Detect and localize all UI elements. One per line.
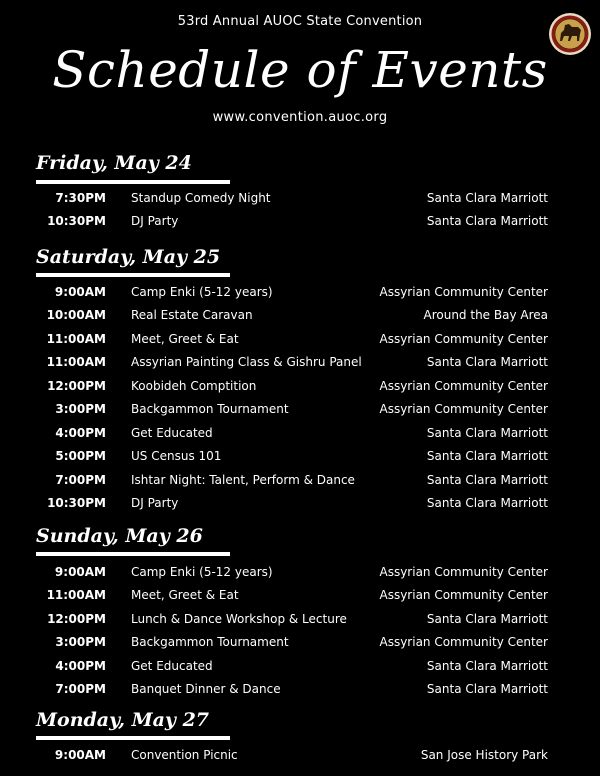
event-name: Get Educated <box>131 426 213 440</box>
event-venue: Santa Clara Marriott <box>426 449 548 463</box>
divider <box>36 552 230 556</box>
event-row <box>0 305 600 325</box>
event-name: US Census 101 <box>131 449 222 463</box>
event-row <box>0 423 600 443</box>
event-name: DJ Party <box>131 496 179 510</box>
event-time: 5:00PM <box>55 449 106 463</box>
event-time: 12:00PM <box>47 612 106 626</box>
event-venue: Assyrian Community Center <box>379 635 548 649</box>
day-heading-saturday: Saturday, May 25 <box>36 246 221 268</box>
event-name: Real Estate Caravan <box>131 308 253 322</box>
event-row <box>0 745 600 765</box>
divider <box>36 736 230 740</box>
event-name: Meet, Greet & Eat <box>131 588 239 602</box>
divider <box>36 273 230 277</box>
event-row <box>0 376 600 396</box>
divider <box>36 180 230 184</box>
event-venue: Santa Clara Marriott <box>426 214 548 228</box>
event-venue: Santa Clara Marriott <box>426 426 548 440</box>
event-time: 10:30PM <box>47 214 106 228</box>
event-time: 7:00PM <box>55 473 106 487</box>
day-heading-friday: Friday, May 24 <box>36 152 192 174</box>
event-name: Backgammon Tournament <box>131 635 289 649</box>
event-row <box>0 470 600 490</box>
event-venue: Assyrian Community Center <box>379 285 548 299</box>
event-time: 3:00PM <box>55 402 106 416</box>
event-name: Banquet Dinner & Dance <box>131 682 281 696</box>
event-name: Camp Enki (5-12 years) <box>131 565 273 579</box>
event-name: Backgammon Tournament <box>131 402 289 416</box>
event-row <box>0 211 600 231</box>
event-time: 9:00AM <box>54 565 106 579</box>
event-venue: Assyrian Community Center <box>379 565 548 579</box>
event-time: 7:00PM <box>55 682 106 696</box>
event-row <box>0 493 600 513</box>
page-title: Schedule of Events <box>52 41 548 99</box>
convention-subtitle: 53rd Annual AUOC State Convention <box>177 14 423 29</box>
event-venue: Santa Clara Marriott <box>426 191 548 205</box>
event-row <box>0 632 600 652</box>
event-row <box>0 609 600 629</box>
event-row <box>0 562 600 582</box>
event-venue: Santa Clara Marriott <box>426 473 548 487</box>
event-venue: Santa Clara Marriott <box>426 682 548 696</box>
lamassu-seal-icon <box>548 12 592 56</box>
event-time: 11:00AM <box>46 355 106 369</box>
event-row <box>0 656 600 676</box>
event-venue: Assyrian Community Center <box>379 332 548 346</box>
event-time: 11:00AM <box>46 588 106 602</box>
event-venue: San Jose History Park <box>420 748 548 762</box>
event-row <box>0 399 600 419</box>
event-row <box>0 329 600 349</box>
event-time: 7:30PM <box>55 191 106 205</box>
event-name: Koobideh Comptition <box>131 379 257 393</box>
event-time: 3:00PM <box>55 635 106 649</box>
day-heading-monday: Monday, May 27 <box>36 709 210 731</box>
event-time: 4:00PM <box>55 426 106 440</box>
event-venue: Santa Clara Marriott <box>426 612 548 626</box>
event-venue: Assyrian Community Center <box>379 402 548 416</box>
event-venue: Assyrian Community Center <box>379 379 548 393</box>
event-name: Meet, Greet & Eat <box>131 332 239 346</box>
event-name: DJ Party <box>131 214 179 228</box>
event-name: Assyrian Painting Class & Gishru Panel <box>131 355 362 369</box>
event-time: 10:00AM <box>46 308 106 322</box>
event-time: 4:00PM <box>55 659 106 673</box>
event-venue: Santa Clara Marriott <box>426 355 548 369</box>
event-venue: Santa Clara Marriott <box>426 496 548 510</box>
event-venue: Around the Bay Area <box>423 308 548 322</box>
event-name: Get Educated <box>131 659 213 673</box>
event-row <box>0 282 600 302</box>
day-heading-sunday: Sunday, May 26 <box>36 525 203 547</box>
event-row <box>0 585 600 605</box>
event-row <box>0 446 600 466</box>
event-time: 11:00AM <box>46 332 106 346</box>
event-venue: Santa Clara Marriott <box>426 659 548 673</box>
event-time: 12:00PM <box>47 379 106 393</box>
event-name: Standup Comedy Night <box>131 191 271 205</box>
website-url[interactable]: www.convention.auoc.org <box>212 110 388 125</box>
event-name: Lunch & Dance Workshop & Lecture <box>131 612 347 626</box>
event-row <box>0 679 600 699</box>
event-time: 9:00AM <box>54 285 106 299</box>
event-name: Ishtar Night: Talent, Perform & Dance <box>131 473 355 487</box>
event-name: Convention Picnic <box>131 748 238 762</box>
event-row <box>0 188 600 208</box>
event-time: 10:30PM <box>47 496 106 510</box>
event-time: 9:00AM <box>54 748 106 762</box>
event-row <box>0 352 600 372</box>
event-name: Camp Enki (5-12 years) <box>131 285 273 299</box>
event-venue: Assyrian Community Center <box>379 588 548 602</box>
